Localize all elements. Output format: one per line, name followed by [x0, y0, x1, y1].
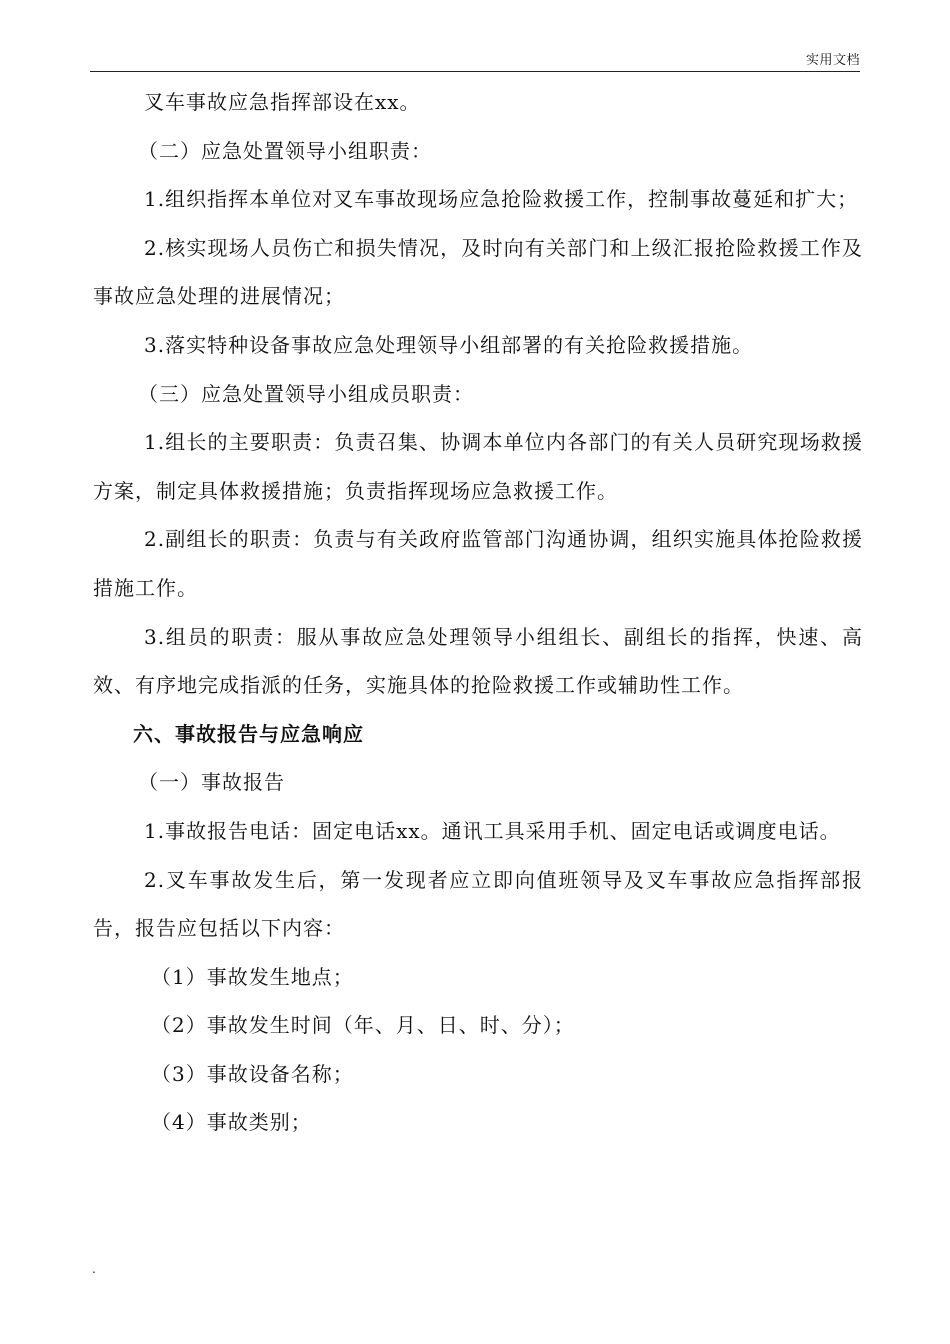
paragraph: 2.叉车事故发生后，第一发现者应立即向值班领导及叉车事故应急指挥部报告，报告应包括以下内容：: [93, 867, 863, 941]
footer-mark: .: [92, 1262, 96, 1276]
sub-heading: （三）应急处置领导小组成员职责：: [138, 381, 474, 406]
paragraph: 叉车事故应急指挥部设在xx。: [144, 90, 421, 114]
paragraph: 2.核实现场人员伤亡和损失情况，及时向有关部门和上级汇报抢险救援工作及事故应急处理的进展情况；: [93, 235, 863, 309]
paragraph: 3.组员的职责：服从事故应急处理领导小组组长、副组长的指挥，快速、高效、有序地完成指派的任务，实施具体的抢险救援工作或辅助性工作。: [93, 624, 863, 698]
list-item: （1）事故发生地点；: [151, 964, 354, 989]
page-header-label: 实用文档: [805, 53, 860, 68]
document-body: [93, 78, 863, 1147]
paragraph: 2.副组长的职责：负责与有关政府监管部门沟通协调，组织实施具体抢险救援措施工作。: [93, 527, 863, 600]
paragraph: 1.组长的主要职责：负责召集、协调本单位内各部门的有关人员研究现场救援方案，制定具体救援措施；负责指挥现场应急救援工作。: [93, 430, 863, 503]
sub-heading: （一）事故报告: [138, 770, 285, 795]
list-item: （3）事故设备名称；: [151, 1061, 354, 1086]
sub-heading: （二）应急处置领导小组职责：: [138, 138, 432, 163]
paragraph: 1.组织指挥本单位对叉车事故现场应急抢险救援工作，控制事故蔓延和扩大；: [144, 187, 859, 212]
list-item: （2）事故发生时间（年、月、日、时、分）；: [151, 1013, 575, 1038]
list-item: （4）事故类别；: [151, 1110, 312, 1135]
paragraph: 1.事故报告电话：固定电话xx。通讯工具采用手机、固定电话或调度电话。: [144, 818, 841, 843]
header-rule: [90, 71, 860, 72]
paragraph: 3.落实特种设备事故应急处理领导小组部署的有关抢险救援措施。: [144, 332, 754, 357]
section-heading: 六、事故报告与应急响应: [133, 721, 364, 746]
